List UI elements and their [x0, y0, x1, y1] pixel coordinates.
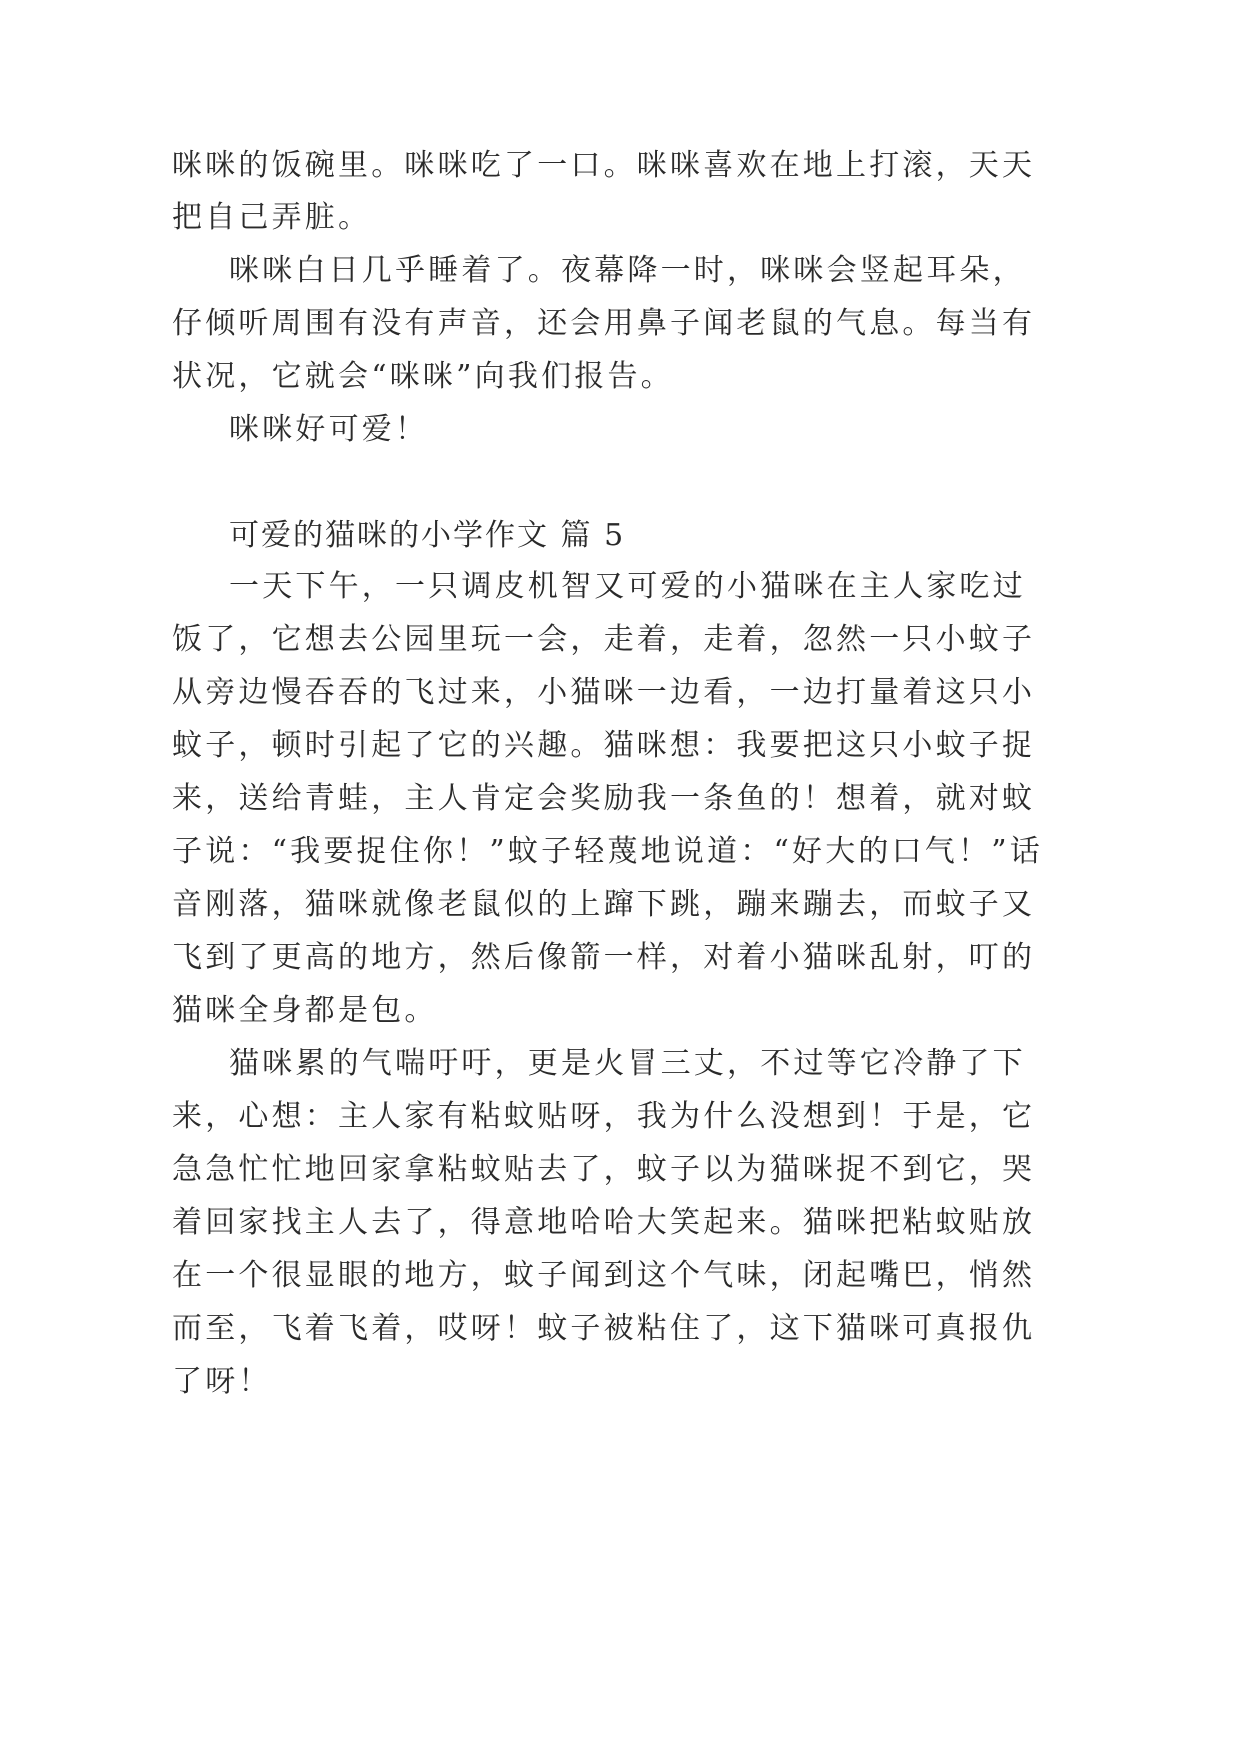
paragraph-line: 把自己弄脏。 — [172, 200, 372, 235]
paragraph-line: 咪咪好可爱！ — [229, 412, 429, 447]
paragraph-line: 咪咪白日几乎睡着了。夜幕降一时，咪咪会竖起耳朵， — [229, 253, 1026, 288]
paragraph-line: 来，心想：主人家有粘蚊贴呀，我为什么没想到！于是，它 — [172, 1099, 1036, 1134]
paragraph-line: 从旁边慢吞吞的飞过来，小猫咪一边看，一边打量着这只小 — [172, 675, 1036, 710]
paragraph-line: 猫咪全身都是包。 — [172, 993, 438, 1028]
paragraph-line: 仔倾听周围有没有声音，还会用鼻子闻老鼠的气息。每当有 — [172, 306, 1036, 341]
paragraph-line: 猫咪累的气喘吁吁，更是火冒三丈，不过等它冷静了下 — [229, 1046, 1026, 1081]
paragraph-line: 而至，飞着飞着，哎呀！蚊子被粘住了，这下猫咪可真报仇 — [172, 1311, 1036, 1346]
section-heading: 可爱的猫咪的小学作文 篇 5 — [229, 518, 626, 553]
paragraph-line: 蚊子，顿时引起了它的兴趣。猫咪想：我要把这只小蚊子捉 — [172, 728, 1036, 763]
paragraph-line: 音刚落，猫咪就像老鼠似的上蹿下跳，蹦来蹦去，而蚊子又 — [172, 887, 1036, 922]
paragraph-line: 子说：“我要捉住你！”蚊子轻蔑地说道：“好大的口气！”话 — [172, 834, 1043, 869]
paragraph-line: 一天下午，一只调皮机智又可爱的小猫咪在主人家吃过 — [229, 569, 1026, 604]
paragraph-line: 着回家找主人去了，得意地哈哈大笑起来。猫咪把粘蚊贴放 — [172, 1205, 1036, 1240]
paragraph-line: 急急忙忙地回家拿粘蚊贴去了，蚊子以为猫咪捉不到它，哭 — [172, 1152, 1036, 1187]
paragraph-line: 状况，它就会“咪咪”向我们报告。 — [172, 359, 674, 394]
paragraph-line: 来，送给青蛙，主人肯定会奖励我一条鱼的！想着，就对蚊 — [172, 781, 1036, 816]
paragraph-line: 在一个很显眼的地方，蚊子闻到这个气味，闭起嘴巴，悄然 — [172, 1258, 1036, 1293]
paragraph-line: 了呀！ — [172, 1364, 272, 1399]
paragraph-line: 饭了，它想去公园里玩一会，走着，走着，忽然一只小蚊子 — [172, 622, 1036, 657]
paragraph-line: 咪咪的饭碗里。咪咪吃了一口。咪咪喜欢在地上打滚，天天 — [172, 148, 1036, 183]
paragraph-line: 飞到了更高的地方，然后像箭一样，对着小猫咪乱射，叮的 — [172, 940, 1036, 975]
